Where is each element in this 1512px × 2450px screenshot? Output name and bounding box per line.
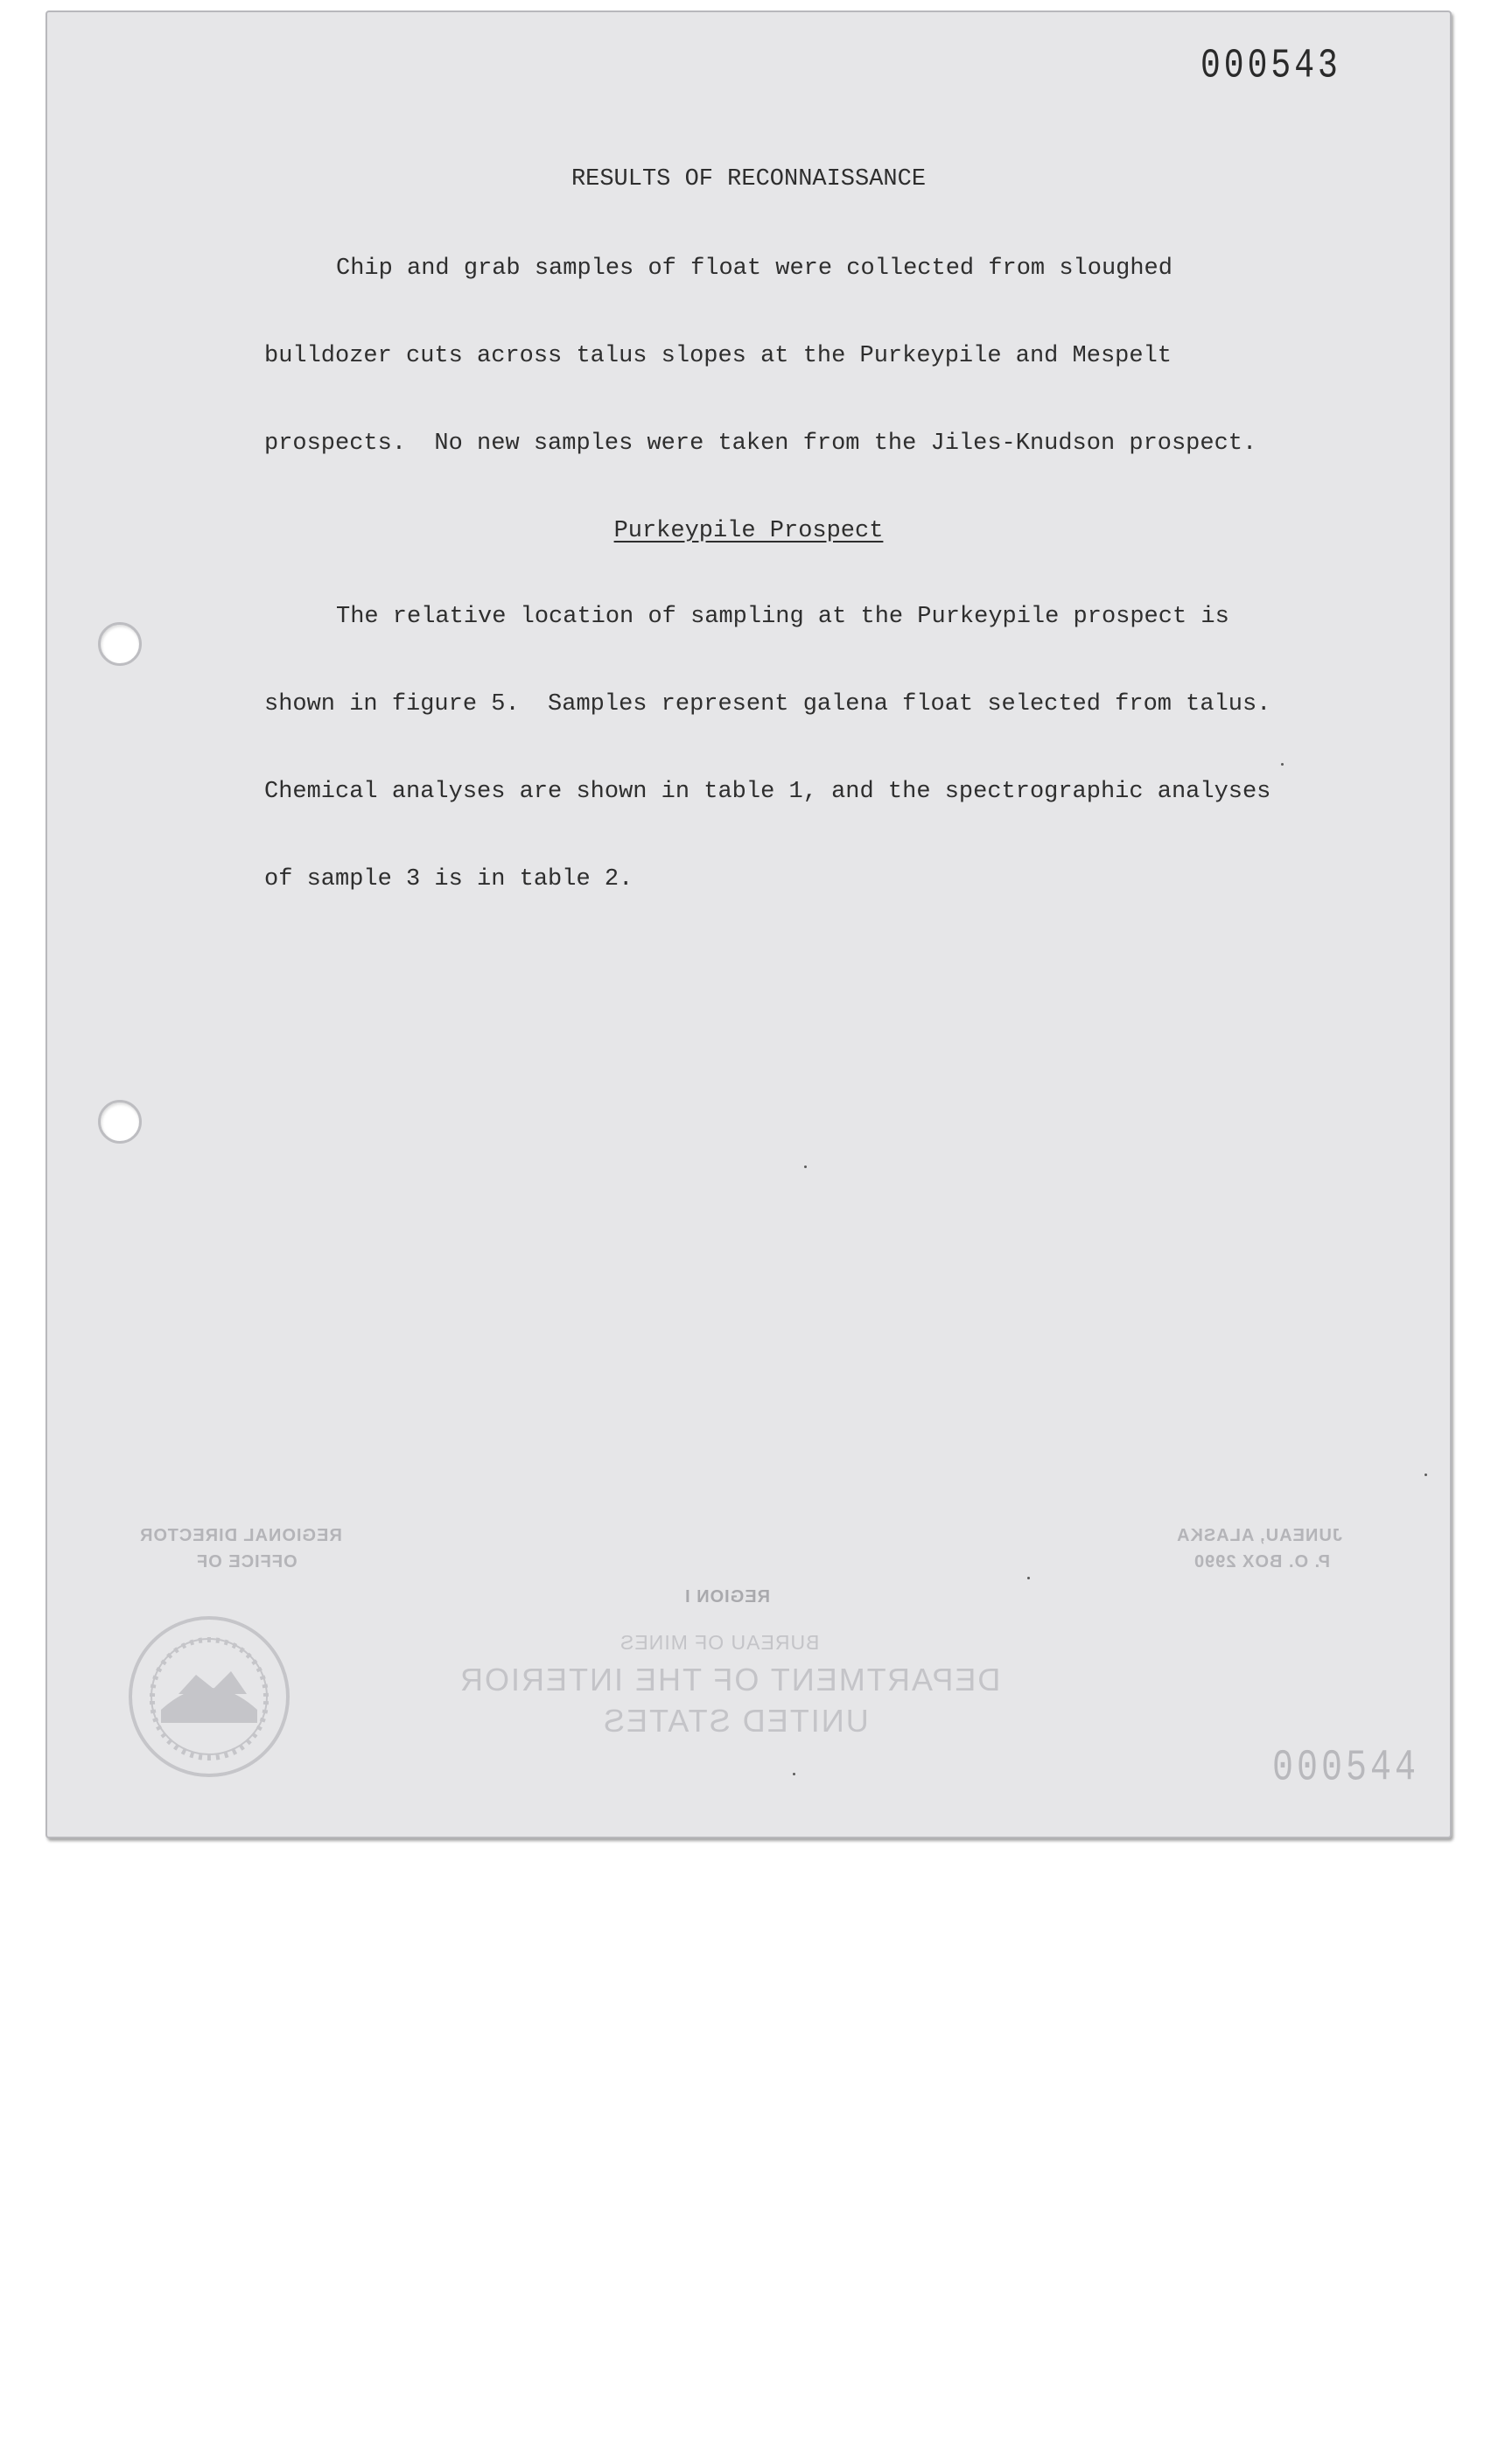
paragraph-line: shown in figure 5. Samples represent galena float selected from talus. [264,691,1271,718]
section-heading: RESULTS OF RECONNAISSANCE [570,166,927,192]
speck [1027,1577,1030,1579]
bleed-through-text: P. O. BOX 2990 [1194,1552,1330,1572]
paragraph-line: prospects. No new samples were taken from the Jiles-Knudson prospect. [264,430,1257,457]
speck [1424,1474,1427,1476]
document-page [46,10,1452,1838]
speck [804,1166,807,1168]
punch-hole [98,622,142,666]
bleed-through-text: UNITED STATES [602,1703,869,1739]
bleed-through-text: REGIONAL DIRECTOR [139,1526,342,1545]
bleed-through-text: JUNEAU, ALASKA [1176,1526,1342,1545]
speck [1281,763,1284,766]
paragraph-line: bulldozer cuts across talus slopes at the Purkeypile and Mespelt [264,343,1172,369]
paragraph-line: Chip and grab samples of float were collected from sloughed [336,256,1172,282]
punch-hole [98,1100,142,1144]
paragraph-line: Chemical analyses are shown in table 1, and the spectrographic analyses [264,779,1271,805]
paragraph-line: of sample 3 is in table 2. [264,866,634,892]
speck [793,1773,795,1775]
page-number: 000543 [1200,42,1341,90]
bleed-through-text: DEPARTMENT OF THE INTERIOR [458,1662,1001,1698]
bleed-through-text: OFFICE OF [196,1552,298,1572]
bleed-through-text: BUREAU OF MINES [620,1631,820,1654]
bleed-through-page-number: 000544 [1272,1744,1420,1794]
subsection-heading: Purkeypile Prospect [613,518,884,544]
paragraph-line: The relative location of sampling at the Purkeypile prospect is [336,604,1229,630]
bleed-through-text: REGION I [684,1587,771,1606]
department-seal-icon [126,1614,292,1780]
